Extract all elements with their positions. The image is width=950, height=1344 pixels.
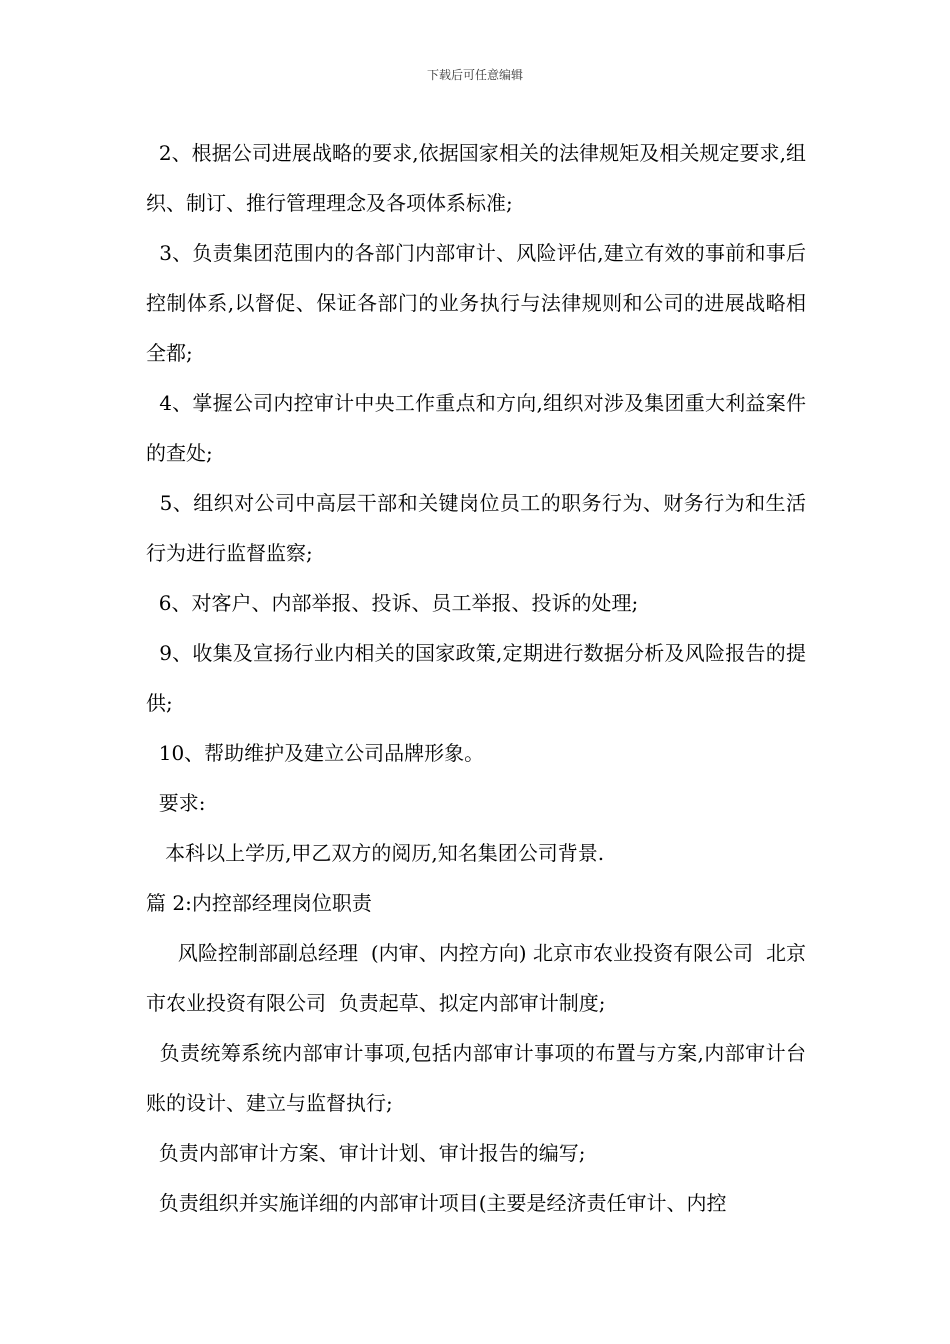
- document-body: [146, 128, 806, 1228]
- paragraph-item-5: 5、组织对公司中高层干部和关键岗位员工的职务行为、财务行为和生活行为进行监督监察;: [146, 491, 806, 565]
- paragraph-item-3: 3、负责集团范围内的各部门内部审计、风险评估,建立有效的事前和事后控制体系,以督促、保证各部门的业务执行与法律规则和公司的进展战略相全都;: [146, 241, 806, 365]
- paragraph-item-9: 9、收集及宣扬行业内相关的国家政策,定期进行数据分析及风险报告的提供;: [146, 641, 806, 715]
- page-header: 下载后可任意编辑: [426, 68, 523, 82]
- paragraph-item-2: 2、根据公司进展战略的要求,依据国家相关的法律规矩及相关规定要求,组织、制订、推行管理理念及各项体系标准;: [146, 141, 806, 215]
- paragraph-item-6: 6、对客户、内部举报、投诉、员工举报、投诉的处理;: [146, 591, 639, 615]
- paragraph-item-4: 4、掌握公司内控审计中央工作重点和方向,组织对涉及集团重大利益案件的查处;: [146, 391, 806, 465]
- paragraph-item-10: 10、帮助维护及建立公司品牌形象。: [146, 741, 485, 765]
- requirements-label: 要求:: [146, 791, 206, 815]
- duty-paragraph: 负责组织并实施详细的内部审计项目(主要是经济责任审计、内控: [146, 1191, 727, 1215]
- requirements-text: 本科以上学历,甲乙双方的阅历,知名集团公司背景.: [146, 841, 605, 865]
- section-heading: 篇 2:内控部经理岗位职责: [146, 891, 372, 915]
- position-paragraph: 风险控制部副总经理 (内审、内控方向) 北京市农业投资有限公司 北京市农业投资有限公司 负责起草、拟定内部审计制度;: [146, 941, 806, 1015]
- duty-paragraph: 负责内部审计方案、审计计划、审计报告的编写;: [146, 1141, 586, 1165]
- duty-paragraph: 负责统筹系统内部审计事项,包括内部审计事项的布置与方案,内部审计台账的设计、建立与监督执行;: [146, 1041, 806, 1115]
